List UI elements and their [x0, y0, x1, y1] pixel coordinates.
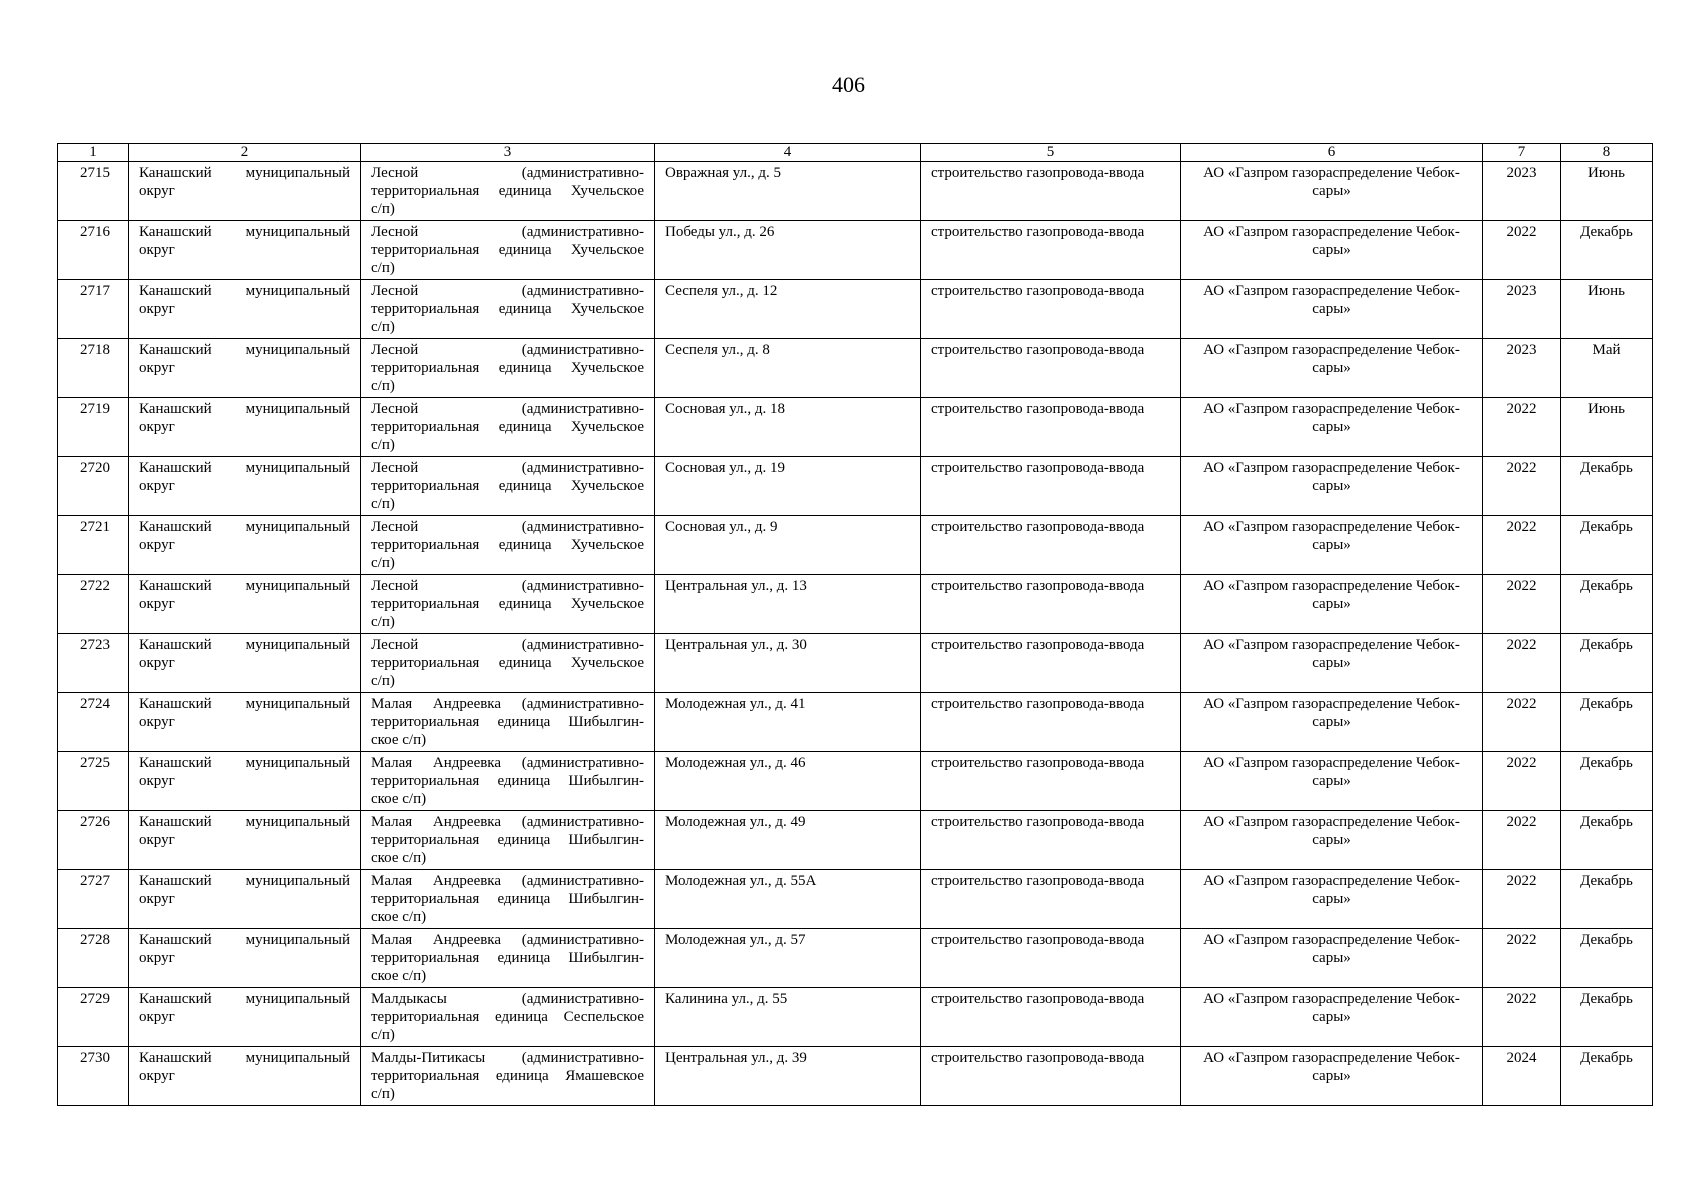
year-cell: 2023	[1483, 280, 1561, 339]
table-row	[58, 339, 1653, 398]
column-header: 6	[1181, 144, 1483, 162]
organization-cell: АО «Газпром газораспределение Чебок-сары»	[1181, 811, 1483, 870]
locality-cell	[361, 280, 655, 339]
table-row	[58, 634, 1653, 693]
table-row	[58, 457, 1653, 516]
locality-line: территориальная единица Ямашевское	[371, 1068, 644, 1084]
row-number: 2726	[58, 811, 129, 870]
organization-cell: АО «Газпром газораспределение Чебок-сары»	[1181, 929, 1483, 988]
locality-line: территориальная единица Хучельское	[371, 242, 644, 258]
district-cell	[129, 398, 361, 457]
row-number: 2720	[58, 457, 129, 516]
locality-line: Малая Андреевка (административно-	[371, 814, 644, 830]
month-cell: Июнь	[1561, 280, 1653, 339]
locality-line: Лесной (административно-	[371, 283, 644, 299]
organization-cell: АО «Газпром газораспределение Чебок-сары»	[1181, 162, 1483, 221]
month-cell: Декабрь	[1561, 811, 1653, 870]
month-cell: Декабрь	[1561, 634, 1653, 693]
address-cell: Калинина ул., д. 55	[655, 988, 921, 1047]
organization-cell: АО «Газпром газораспределение Чебок-сары»	[1181, 575, 1483, 634]
locality-cell	[361, 162, 655, 221]
organization-cell: АО «Газпром газораспределение Чебок-сары»	[1181, 634, 1483, 693]
district-cell	[129, 1047, 361, 1106]
table-row	[58, 516, 1653, 575]
district-cell	[129, 457, 361, 516]
locality-line: территориальная единица Хучельское	[371, 360, 644, 376]
locality-line: территориальная единица Хучельское	[371, 655, 644, 671]
month-cell: Май	[1561, 339, 1653, 398]
locality-cell	[361, 870, 655, 929]
table-row	[58, 221, 1653, 280]
district-text: Канашский муниципальный округ	[139, 165, 350, 199]
district-cell	[129, 929, 361, 988]
row-number: 2730	[58, 1047, 129, 1106]
locality-line: с/п)	[371, 1086, 395, 1102]
locality-cell	[361, 752, 655, 811]
locality-line: территориальная единица Сеспельское	[371, 1009, 644, 1025]
work-type-cell: строительство газопровода-ввода	[921, 634, 1181, 693]
column-header: 2	[129, 144, 361, 162]
month-cell: Декабрь	[1561, 929, 1653, 988]
locality-line: территориальная единица Шибылгин-	[371, 714, 644, 730]
month-cell: Декабрь	[1561, 221, 1653, 280]
column-header: 7	[1483, 144, 1561, 162]
address-cell: Молодежная ул., д. 57	[655, 929, 921, 988]
year-cell: 2023	[1483, 339, 1561, 398]
locality-line: Малая Андреевка (административно-	[371, 873, 644, 889]
locality-cell	[361, 221, 655, 280]
row-number: 2718	[58, 339, 129, 398]
row-number: 2717	[58, 280, 129, 339]
year-cell: 2022	[1483, 811, 1561, 870]
locality-line: с/п)	[371, 1027, 395, 1043]
district-cell	[129, 870, 361, 929]
locality-line: территориальная единица Хучельское	[371, 537, 644, 553]
row-number: 2729	[58, 988, 129, 1047]
locality-line: территориальная единица Шибылгин-	[371, 891, 644, 907]
month-cell: Декабрь	[1561, 1047, 1653, 1106]
locality-cell	[361, 988, 655, 1047]
locality-line: с/п)	[371, 555, 395, 571]
year-cell: 2023	[1483, 162, 1561, 221]
column-header: 1	[58, 144, 129, 162]
district-text: Канашский муниципальный округ	[139, 991, 350, 1025]
district-cell	[129, 162, 361, 221]
locality-line: Малдыкасы (административно-	[371, 991, 644, 1007]
work-type-cell: строительство газопровода-ввода	[921, 280, 1181, 339]
work-type-cell: строительство газопровода-ввода	[921, 870, 1181, 929]
work-type-cell: строительство газопровода-ввода	[921, 693, 1181, 752]
organization-cell: АО «Газпром газораспределение Чебок-сары»	[1181, 870, 1483, 929]
organization-cell: АО «Газпром газораспределение Чебок-сары»	[1181, 1047, 1483, 1106]
month-cell: Декабрь	[1561, 575, 1653, 634]
locality-line: с/п)	[371, 260, 395, 276]
locality-line: Малая Андреевка (административно-	[371, 696, 644, 712]
work-type-cell: строительство газопровода-ввода	[921, 752, 1181, 811]
work-type-cell: строительство газопровода-ввода	[921, 162, 1181, 221]
year-cell: 2022	[1483, 516, 1561, 575]
district-text: Канашский муниципальный округ	[139, 1050, 350, 1084]
locality-line: Лесной (административно-	[371, 460, 644, 476]
locality-line: территориальная единица Шибылгин-	[371, 773, 644, 789]
locality-cell	[361, 575, 655, 634]
year-cell: 2022	[1483, 398, 1561, 457]
district-text: Канашский муниципальный округ	[139, 342, 350, 376]
month-cell: Декабрь	[1561, 457, 1653, 516]
work-type-cell: строительство газопровода-ввода	[921, 575, 1181, 634]
row-number: 2719	[58, 398, 129, 457]
district-cell	[129, 339, 361, 398]
locality-line: Малая Андреевка (административно-	[371, 932, 644, 948]
organization-cell: АО «Газпром газораспределение Чебок-сары»	[1181, 752, 1483, 811]
locality-line: с/п)	[371, 673, 395, 689]
locality-line: Лесной (административно-	[371, 519, 644, 535]
year-cell: 2022	[1483, 870, 1561, 929]
row-number: 2725	[58, 752, 129, 811]
month-cell: Июнь	[1561, 398, 1653, 457]
row-number: 2728	[58, 929, 129, 988]
locality-line: с/п)	[371, 437, 395, 453]
month-cell: Декабрь	[1561, 693, 1653, 752]
address-cell: Молодежная ул., д. 49	[655, 811, 921, 870]
district-text: Канашский муниципальный округ	[139, 283, 350, 317]
district-cell	[129, 811, 361, 870]
table-row	[58, 988, 1653, 1047]
month-cell: Декабрь	[1561, 516, 1653, 575]
district-text: Канашский муниципальный округ	[139, 932, 350, 966]
district-cell	[129, 575, 361, 634]
address-cell: Сеспеля ул., д. 12	[655, 280, 921, 339]
work-type-cell: строительство газопровода-ввода	[921, 811, 1181, 870]
address-cell: Молодежная ул., д. 41	[655, 693, 921, 752]
table-row	[58, 1047, 1653, 1106]
work-type-cell: строительство газопровода-ввода	[921, 221, 1181, 280]
table-row	[58, 280, 1653, 339]
column-header: 3	[361, 144, 655, 162]
organization-cell: АО «Газпром газораспределение Чебок-сары»	[1181, 398, 1483, 457]
locality-cell	[361, 339, 655, 398]
organization-cell: АО «Газпром газораспределение Чебок-сары»	[1181, 516, 1483, 575]
address-cell: Сеспеля ул., д. 8	[655, 339, 921, 398]
locality-line: Лесной (административно-	[371, 401, 644, 417]
row-number: 2723	[58, 634, 129, 693]
district-text: Канашский муниципальный округ	[139, 873, 350, 907]
locality-cell	[361, 1047, 655, 1106]
gasification-table	[57, 143, 1653, 1106]
address-cell: Сосновая ул., д. 9	[655, 516, 921, 575]
district-text: Канашский муниципальный округ	[139, 814, 350, 848]
year-cell: 2022	[1483, 221, 1561, 280]
locality-line: Малая Андреевка (административно-	[371, 755, 644, 771]
district-cell	[129, 221, 361, 280]
address-cell: Победы ул., д. 26	[655, 221, 921, 280]
locality-line: территориальная единица Хучельское	[371, 478, 644, 494]
district-cell	[129, 693, 361, 752]
district-cell	[129, 634, 361, 693]
month-cell: Июнь	[1561, 162, 1653, 221]
locality-cell	[361, 516, 655, 575]
column-header: 5	[921, 144, 1181, 162]
locality-line: ское с/п)	[371, 968, 427, 984]
year-cell: 2022	[1483, 634, 1561, 693]
locality-line: с/п)	[371, 378, 395, 394]
district-cell	[129, 988, 361, 1047]
row-number: 2724	[58, 693, 129, 752]
locality-cell	[361, 457, 655, 516]
locality-cell	[361, 929, 655, 988]
year-cell: 2022	[1483, 693, 1561, 752]
locality-line: Лесной (административно-	[371, 165, 644, 181]
month-cell: Декабрь	[1561, 752, 1653, 811]
locality-line: Лесной (административно-	[371, 637, 644, 653]
year-cell: 2024	[1483, 1047, 1561, 1106]
year-cell: 2022	[1483, 929, 1561, 988]
column-header: 8	[1561, 144, 1653, 162]
work-type-cell: строительство газопровода-ввода	[921, 516, 1181, 575]
district-text: Канашский муниципальный округ	[139, 578, 350, 612]
locality-line: Лесной (административно-	[371, 578, 644, 594]
month-cell: Декабрь	[1561, 870, 1653, 929]
district-cell	[129, 516, 361, 575]
district-text: Канашский муниципальный округ	[139, 224, 350, 258]
organization-cell: АО «Газпром газораспределение Чебок-сары»	[1181, 221, 1483, 280]
work-type-cell: строительство газопровода-ввода	[921, 398, 1181, 457]
organization-cell: АО «Газпром газораспределение Чебок-сары»	[1181, 280, 1483, 339]
organization-cell: АО «Газпром газораспределение Чебок-сары»	[1181, 339, 1483, 398]
locality-line: территориальная единица Хучельское	[371, 183, 644, 199]
address-cell: Молодежная ул., д. 55А	[655, 870, 921, 929]
locality-line: Лесной (административно-	[371, 342, 644, 358]
year-cell: 2022	[1483, 988, 1561, 1047]
table-row	[58, 162, 1653, 221]
table-row	[58, 575, 1653, 634]
district-cell	[129, 280, 361, 339]
locality-line: территориальная единица Шибылгин-	[371, 832, 644, 848]
address-cell: Овражная ул., д. 5	[655, 162, 921, 221]
row-number: 2722	[58, 575, 129, 634]
locality-line: с/п)	[371, 614, 395, 630]
locality-cell	[361, 811, 655, 870]
district-cell	[129, 752, 361, 811]
district-text: Канашский муниципальный округ	[139, 460, 350, 494]
table-body	[58, 162, 1653, 1106]
locality-line: Малды-Питикасы (административно-	[371, 1050, 644, 1066]
work-type-cell: строительство газопровода-ввода	[921, 339, 1181, 398]
address-cell: Центральная ул., д. 30	[655, 634, 921, 693]
work-type-cell: строительство газопровода-ввода	[921, 988, 1181, 1047]
locality-line: территориальная единица Шибылгин-	[371, 950, 644, 966]
locality-line: ское с/п)	[371, 791, 427, 807]
work-type-cell: строительство газопровода-ввода	[921, 1047, 1181, 1106]
locality-line: ское с/п)	[371, 732, 427, 748]
organization-cell: АО «Газпром газораспределение Чебок-сары»	[1181, 693, 1483, 752]
locality-cell	[361, 693, 655, 752]
work-type-cell: строительство газопровода-ввода	[921, 457, 1181, 516]
district-text: Канашский муниципальный округ	[139, 637, 350, 671]
year-cell: 2022	[1483, 457, 1561, 516]
row-number: 2716	[58, 221, 129, 280]
table-row	[58, 929, 1653, 988]
address-cell: Сосновая ул., д. 18	[655, 398, 921, 457]
table-row	[58, 870, 1653, 929]
column-number-row	[58, 144, 1653, 162]
locality-line: с/п)	[371, 319, 395, 335]
month-cell: Декабрь	[1561, 988, 1653, 1047]
locality-line: ское с/п)	[371, 909, 427, 925]
district-text: Канашский муниципальный округ	[139, 401, 350, 435]
work-type-cell: строительство газопровода-ввода	[921, 929, 1181, 988]
table-row	[58, 752, 1653, 811]
row-number: 2727	[58, 870, 129, 929]
address-cell: Молодежная ул., д. 46	[655, 752, 921, 811]
locality-line: территориальная единица Хучельское	[371, 419, 644, 435]
locality-line: с/п)	[371, 201, 395, 217]
year-cell: 2022	[1483, 575, 1561, 634]
locality-line: ское с/п)	[371, 850, 427, 866]
district-text: Канашский муниципальный округ	[139, 519, 350, 553]
district-text: Канашский муниципальный округ	[139, 755, 350, 789]
organization-cell: АО «Газпром газораспределение Чебок-сары»	[1181, 457, 1483, 516]
locality-line: Лесной (административно-	[371, 224, 644, 240]
address-cell: Центральная ул., д. 13	[655, 575, 921, 634]
row-number: 2715	[58, 162, 129, 221]
page-number: 406	[832, 72, 865, 97]
locality-line: с/п)	[371, 496, 395, 512]
address-cell: Сосновая ул., д. 19	[655, 457, 921, 516]
table-row	[58, 693, 1653, 752]
address-cell: Центральная ул., д. 39	[655, 1047, 921, 1106]
table-row	[58, 398, 1653, 457]
locality-line: территориальная единица Хучельское	[371, 301, 644, 317]
year-cell: 2022	[1483, 752, 1561, 811]
column-header: 4	[655, 144, 921, 162]
organization-cell: АО «Газпром газораспределение Чебок-сары»	[1181, 988, 1483, 1047]
locality-line: территориальная единица Хучельское	[371, 596, 644, 612]
district-text: Канашский муниципальный округ	[139, 696, 350, 730]
locality-cell	[361, 398, 655, 457]
row-number: 2721	[58, 516, 129, 575]
locality-cell	[361, 634, 655, 693]
table-row	[58, 811, 1653, 870]
